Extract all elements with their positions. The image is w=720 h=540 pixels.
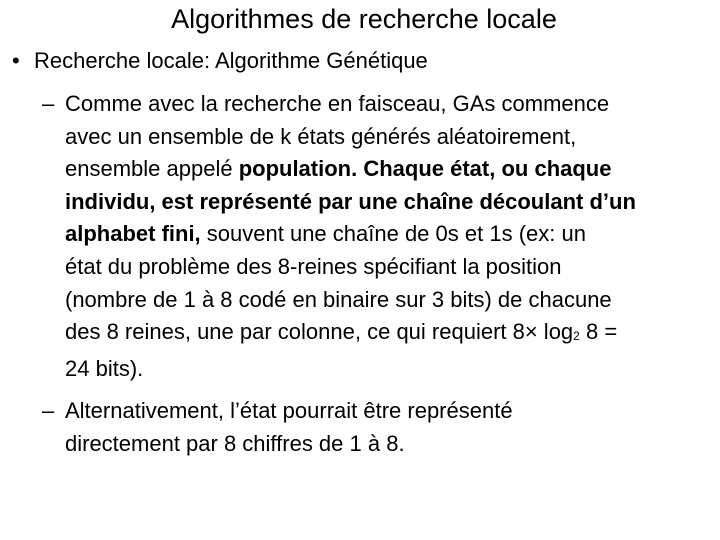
text-line: 24 bits). <box>65 355 144 381</box>
sub-bullet-population <box>42 88 710 385</box>
bold-text-run: individu, est représenté par une chaîne découlant d’un <box>65 188 636 214</box>
bullet-genetic-algorithm <box>12 45 712 77</box>
subscript: 2 <box>573 329 580 344</box>
text-line <box>65 186 710 219</box>
text-line: directement par 8 chiffres de 1 à 8. <box>65 430 405 456</box>
sub-bullet-dash: – <box>42 398 55 423</box>
text-line: avec un ensemble de k états générés aléatoirement, <box>65 123 577 149</box>
sub-bullet-dash: – <box>42 91 55 116</box>
text-run: 8 = <box>579 319 618 345</box>
text-line: Comme avec la recherche en faisceau, GAs commence <box>65 91 610 116</box>
text-line <box>65 218 710 251</box>
sub-bullet-alternative <box>42 395 710 460</box>
text-line: Alternativement, l’état pourrait être représenté <box>65 398 513 423</box>
sub-bullet-body <box>42 395 710 460</box>
text-line <box>65 153 710 186</box>
text-run: souvent une chaîne de 0s et 1s (ex: un <box>200 221 586 247</box>
sub-bullet-body <box>42 88 710 385</box>
bullet-text: Recherche locale: Algorithme Génétique <box>34 48 428 73</box>
bold-text-run: alphabet fini, <box>65 221 201 247</box>
slide-title: Algorithmes de recherche locale <box>171 4 557 34</box>
bold-text-run: population. Chaque état, ou chaque <box>238 156 612 182</box>
text-line <box>65 316 710 353</box>
bullet-marker: • <box>12 48 20 73</box>
text-line: état du problème des 8-reines spécifiant la position <box>65 253 562 279</box>
text-line: (nombre de 1 à 8 codé en binaire sur 3 bits) de chacune <box>65 286 612 312</box>
text-run: ensemble appelé <box>65 156 239 182</box>
text-run: des 8 reines, une par colonne, ce qui requiert 8× log <box>65 319 574 345</box>
